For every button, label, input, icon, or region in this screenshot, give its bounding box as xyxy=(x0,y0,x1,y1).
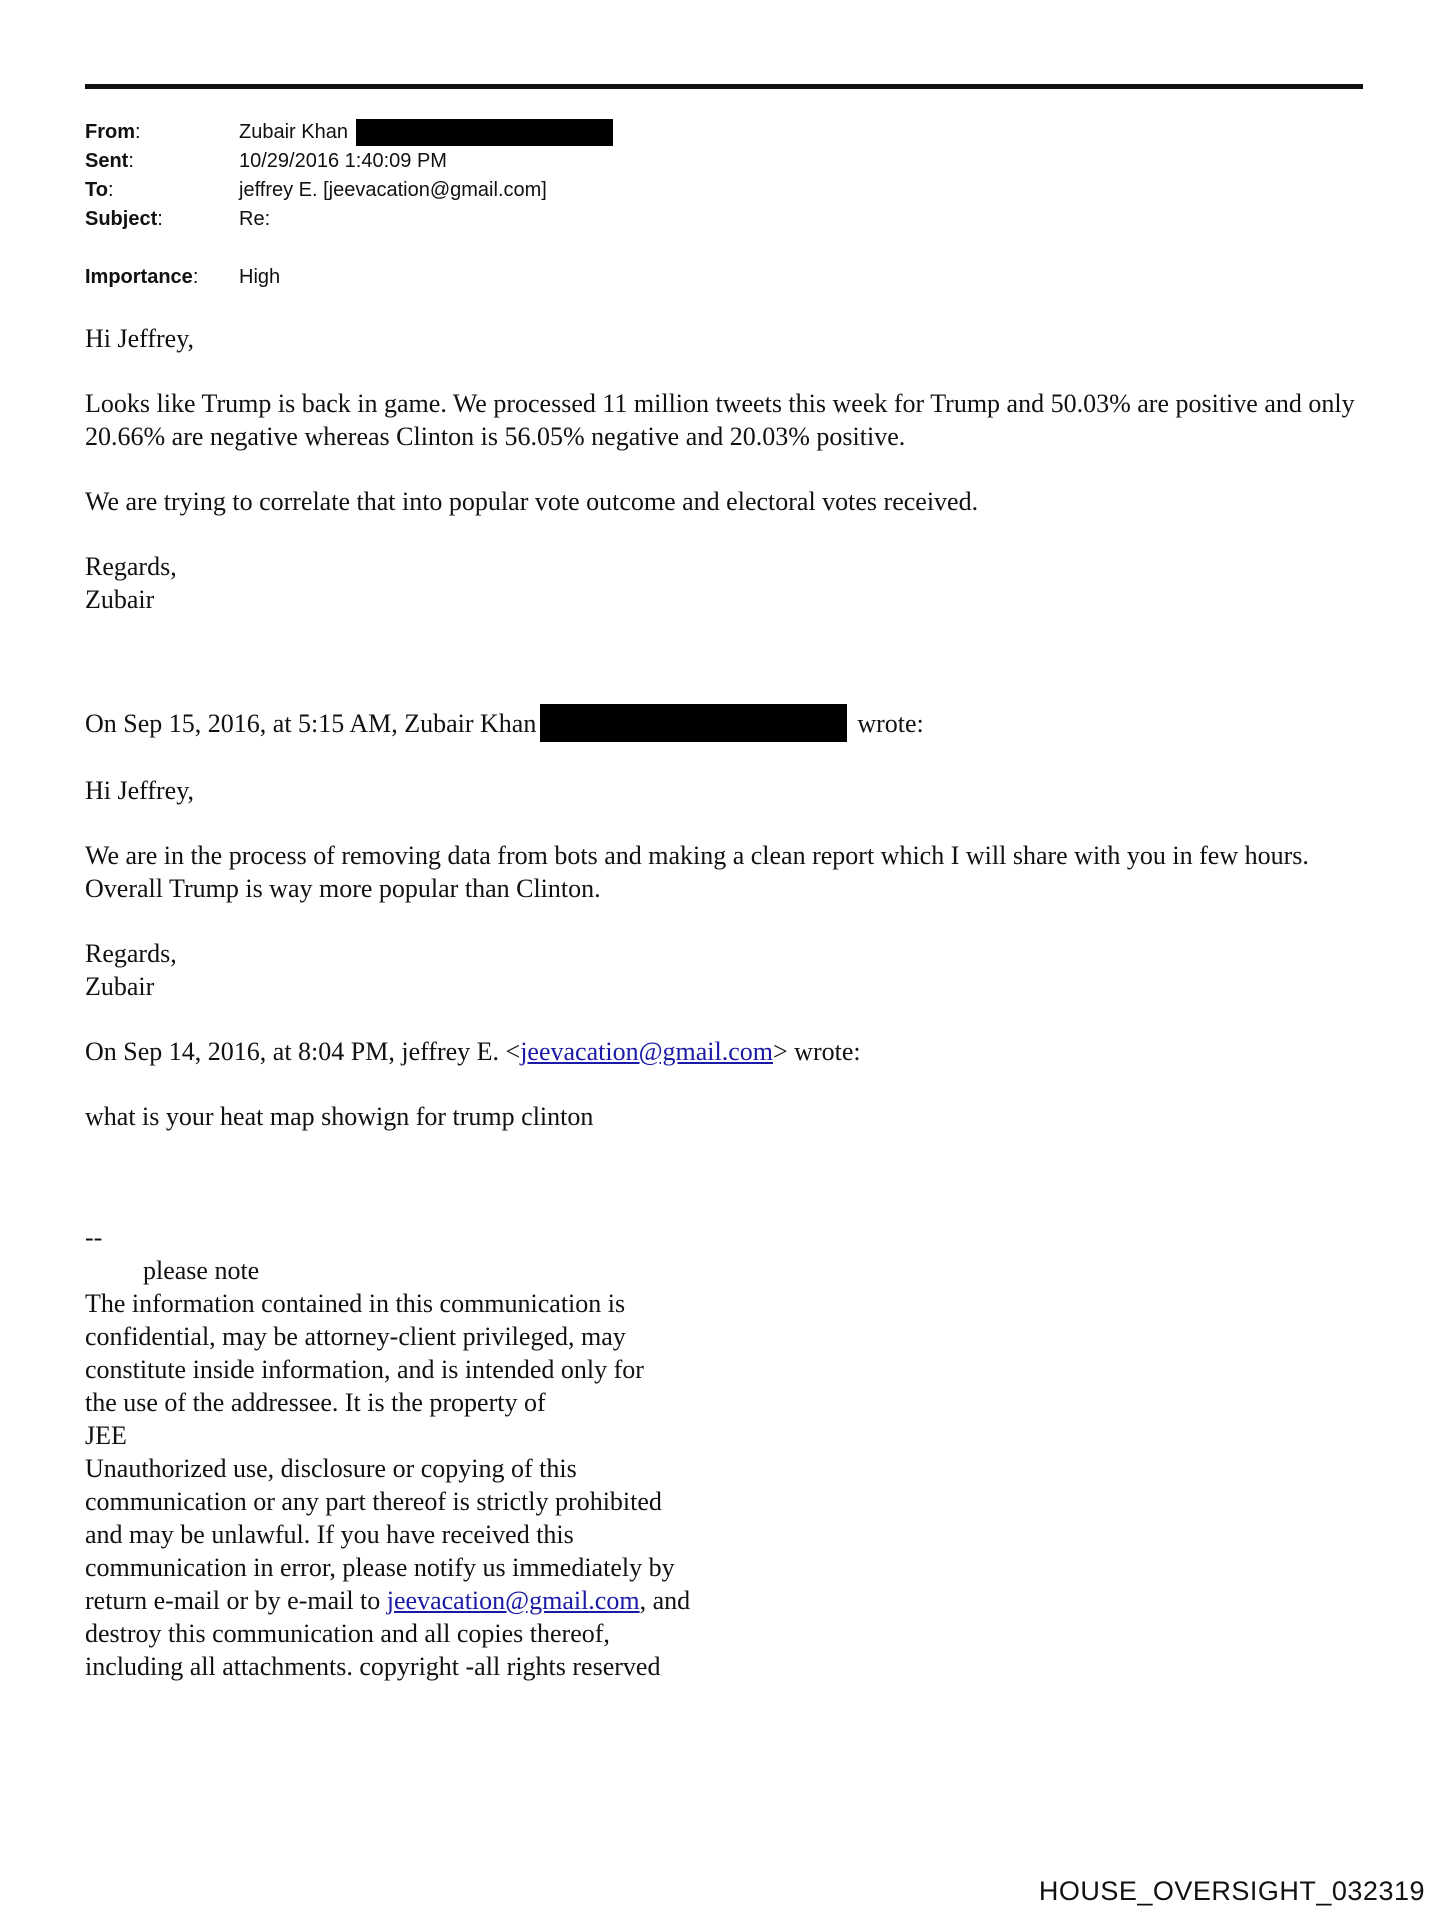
header-importance-row: Importance: High xyxy=(85,263,613,292)
message-paragraph: We are in the process of removing data from bots and making a clean report which I will share with you in few hours. Overall Trump is way more popular than Clinton. xyxy=(85,841,1309,903)
disclaimer-line: communication in error, please notify us immediately by xyxy=(85,1553,675,1582)
importance-label: Importance xyxy=(85,266,193,288)
header-to-row: To: jeffrey E. [jeevacation@gmail.com] xyxy=(85,176,613,205)
subject-value: Re: xyxy=(239,208,271,230)
document-id: HOUSE_OVERSIGHT_032319 xyxy=(1038,1876,1425,1906)
disclaimer-note: please note xyxy=(143,1256,260,1285)
disclaimer-line: return e-mail or by e-mail to jeevacation@gmail.com, and xyxy=(85,1586,691,1615)
signature: Zubair xyxy=(85,585,155,614)
from-value: Zubair Khan xyxy=(239,121,348,143)
disclaimer-line: including all attachments. copyright -all rights reserved xyxy=(85,1652,661,1681)
disclaimer-line: confidential, may be attorney-client privileged, may xyxy=(85,1322,626,1351)
header-from-row: From: Zubair Khan xyxy=(85,118,613,147)
signature: Zubair xyxy=(85,972,155,1001)
subject-label: Subject xyxy=(85,208,158,230)
top-divider xyxy=(85,84,1363,89)
signoff: Regards, xyxy=(85,552,177,581)
redaction-box xyxy=(540,704,847,742)
message-paragraph: Looks like Trump is back in game. We processed 11 million tweets this week for Trump and 50.03% are positive and only 20.66% are negative whereas Clinton is 56.05% negative and 20.03% positive. xyxy=(85,389,1355,451)
header-sent-row: Sent: 10/29/2016 1:40:09 PM xyxy=(85,147,613,176)
disclaimer-line: the use of the addressee. It is the property of xyxy=(85,1388,546,1417)
disclaimer-line: communication or any part thereof is strictly prohibited xyxy=(85,1487,662,1516)
disclaimer-line: The information contained in this communication is xyxy=(85,1289,626,1318)
redaction-box xyxy=(356,119,613,146)
greeting: Hi Jeffrey, xyxy=(85,324,195,353)
disclaimer-line: constitute inside information, and is intended only for xyxy=(85,1355,644,1384)
quote-intro: On Sep 15, 2016, at 5:15 AM, Zubair Khan wrote: xyxy=(85,704,1385,742)
disclaimer-line: and may be unlawful. If you have received this xyxy=(85,1520,574,1549)
email-header xyxy=(85,118,613,292)
to-label: To xyxy=(85,179,108,201)
header-subject-row: Subject: Re: xyxy=(85,205,613,234)
signoff: Regards, xyxy=(85,939,177,968)
from-label: From xyxy=(85,121,135,143)
signature-separator: -- xyxy=(85,1223,103,1252)
greeting: Hi Jeffrey, xyxy=(85,776,195,805)
to-value: jeffrey E. [jeevacation@gmail.com] xyxy=(239,179,547,201)
importance-value: High xyxy=(239,266,281,288)
email-link[interactable]: jeevacation@gmail.com xyxy=(386,1586,640,1615)
disclaimer-line: Unauthorized use, disclosure or copying of this xyxy=(85,1454,577,1483)
sent-value: 10/29/2016 1:40:09 PM xyxy=(239,150,447,172)
email-link[interactable]: jeevacation@gmail.com xyxy=(520,1037,773,1066)
disclaimer-line: JEE xyxy=(85,1421,127,1450)
message-paragraph: We are trying to correlate that into popular vote outcome and electoral votes received. xyxy=(85,487,979,516)
sent-label: Sent xyxy=(85,150,129,172)
email-body xyxy=(85,322,1385,1683)
quote-intro: On Sep 14, 2016, at 8:04 PM, jeffrey E. <jeevacation@gmail.com> wrote: xyxy=(85,1037,861,1066)
message-paragraph: what is your heat map showign for trump clinton xyxy=(85,1102,594,1131)
disclaimer-line: destroy this communication and all copies thereof, xyxy=(85,1619,610,1648)
